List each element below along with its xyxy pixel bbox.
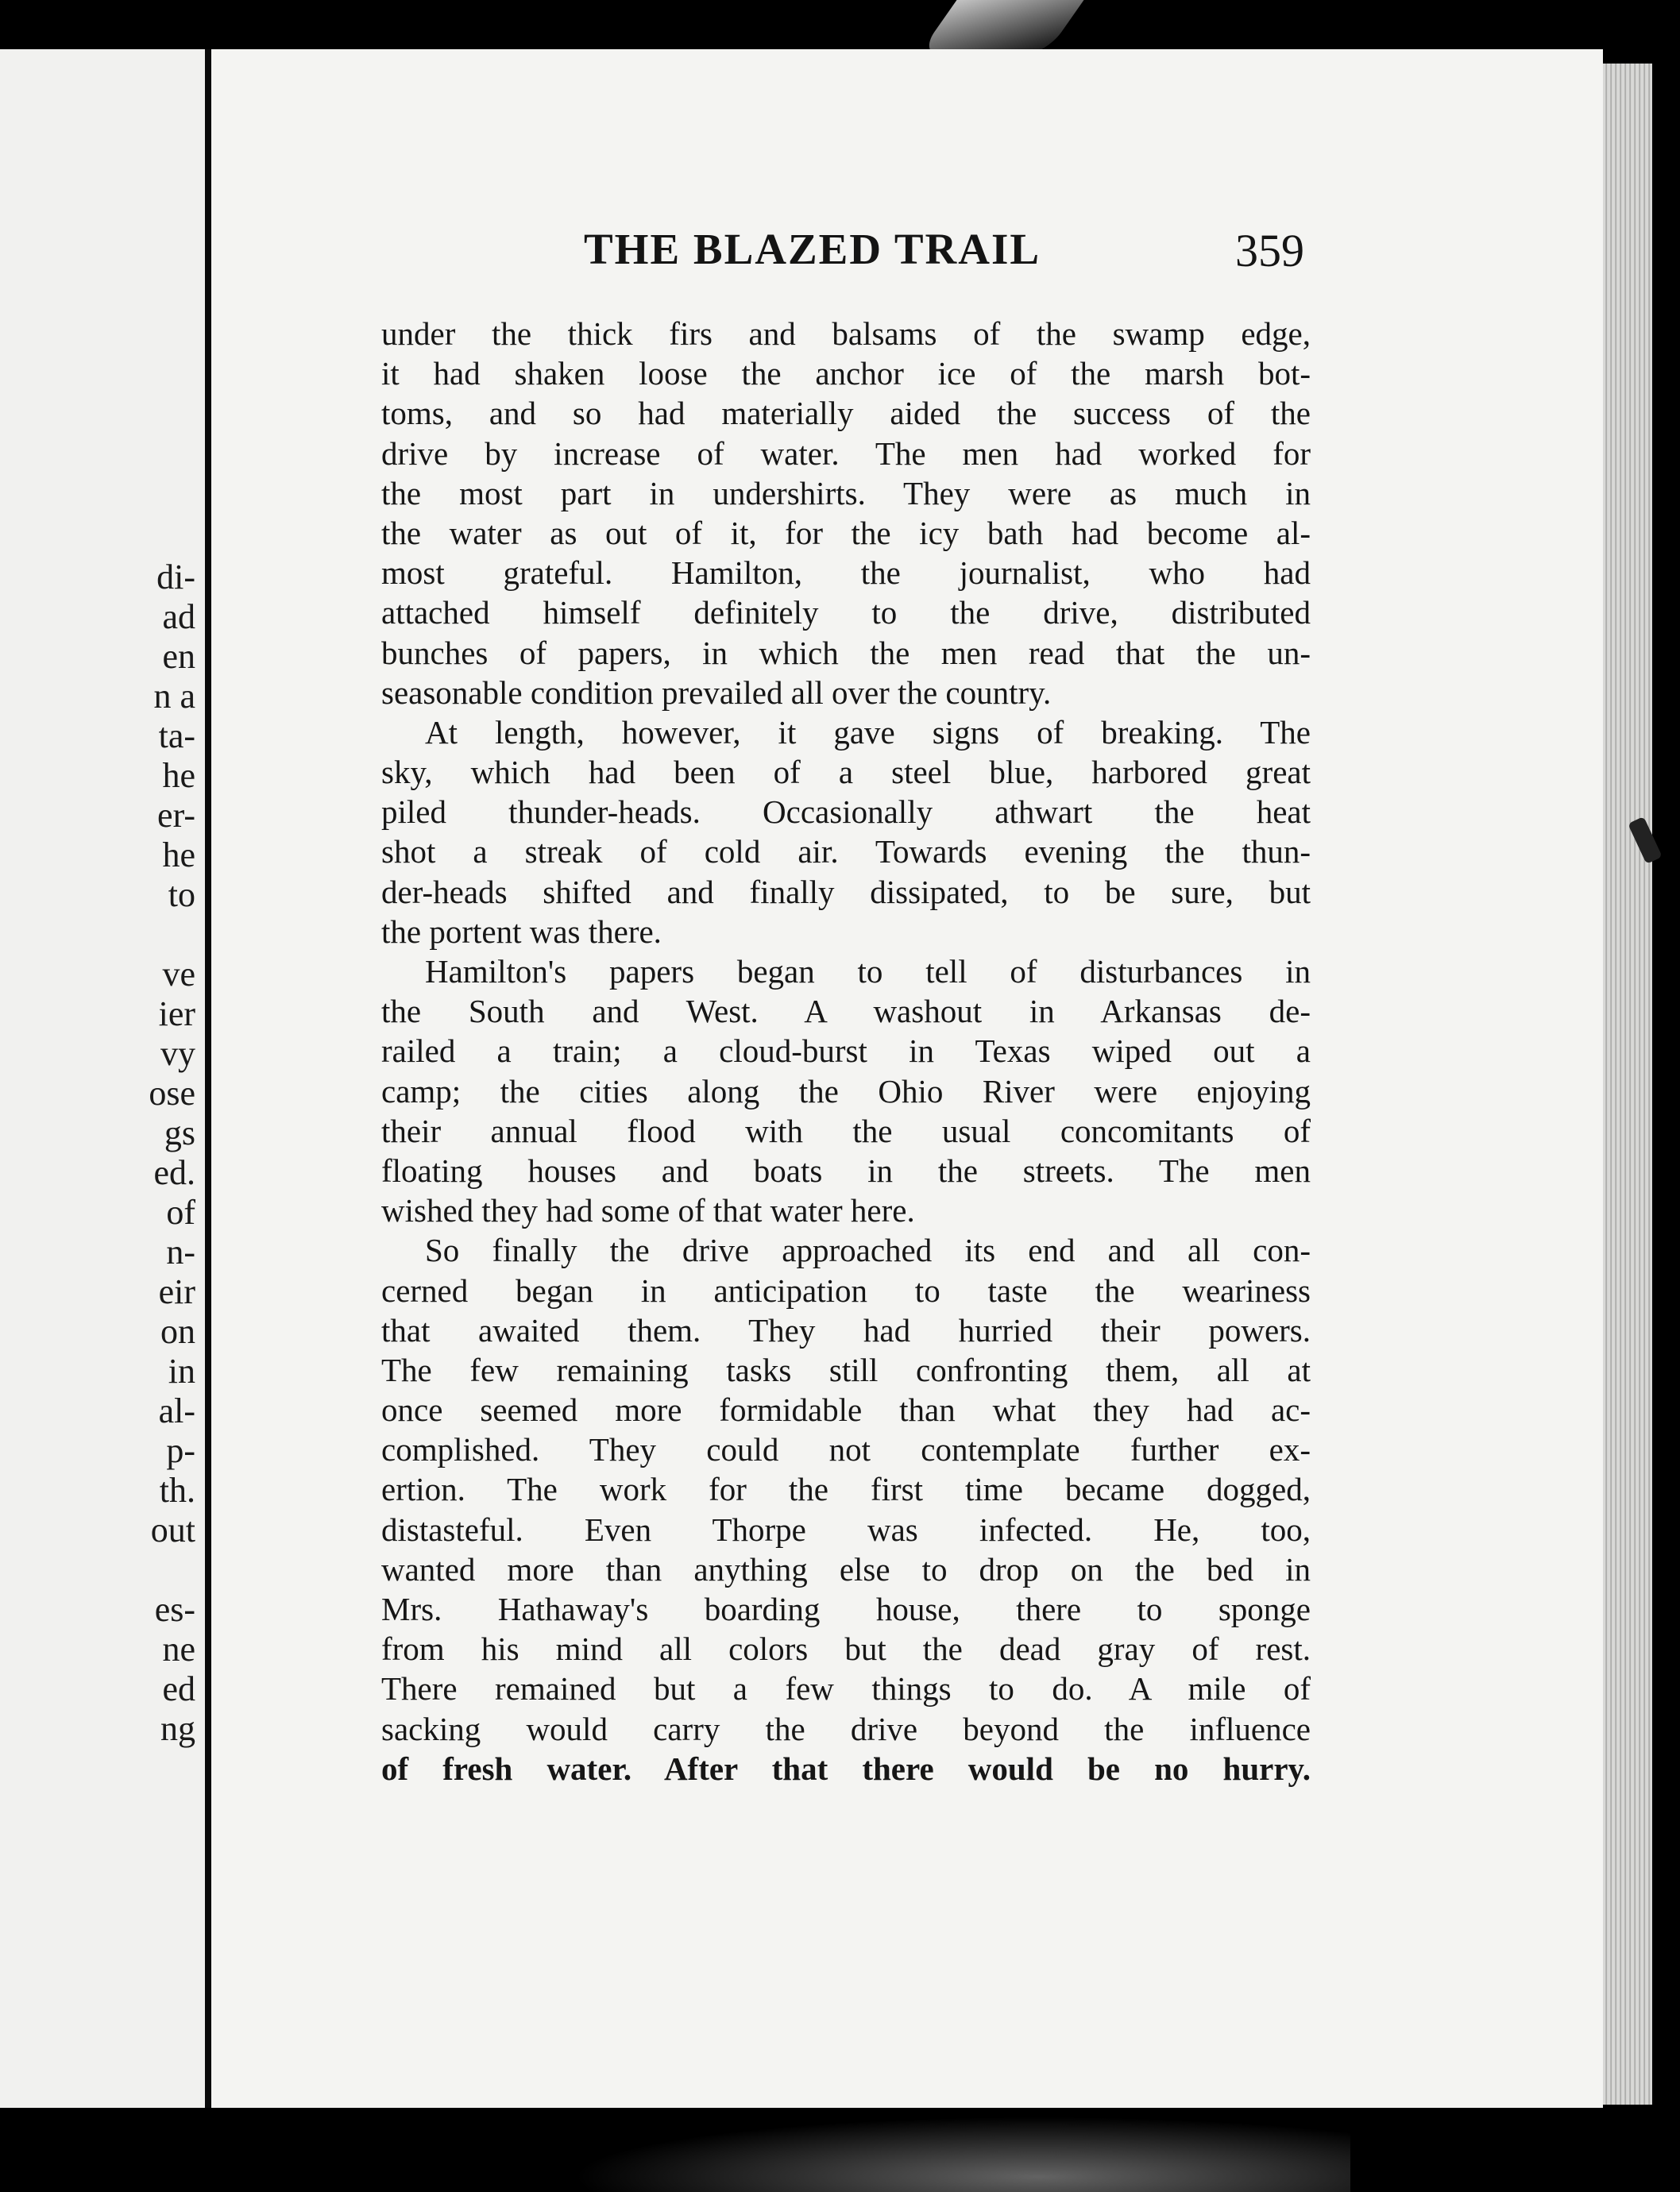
text-line: wanted more than anything else to drop on the bed in [381,1550,1311,1588]
left-page-text: p- [166,1431,195,1470]
left-page-text: er- [157,796,195,835]
left-page-text: th. [159,1471,195,1510]
left-page-text: ad [162,597,195,636]
text-line: distasteful. Even Thorpe was infected. He, too, [381,1511,1311,1548]
text-line: railed a train; a cloud-burst in Texas wiped out a [381,1032,1311,1070]
text-line: Mrs. Hathaway's boarding house, there to sponge [381,1591,1311,1627]
left-page-text: gs [164,1113,195,1152]
page-number: 359 [1235,225,1304,276]
left-page-text: ed. [153,1153,195,1192]
paragraph-start: At length, however, it gave signs of breaking. The [425,713,1311,751]
text-line: the most part in undershirts. They were as much in [381,474,1311,511]
left-page-text: ve [162,955,195,994]
text-line: the portent was there. [381,913,662,950]
left-page-text: n a [153,677,195,716]
left-page-text: in [168,1352,195,1391]
left-page-text: on [160,1312,195,1351]
text-line: that awaited them. They had hurried their powers. [381,1311,1311,1349]
running-head: THE BLAZED TRAIL [584,225,1041,273]
text-line: shot a streak of cold air. Towards evening the thun- [381,833,1311,870]
text-line: ertion. The work for the first time became dogged, [381,1471,1311,1508]
text-line: seasonable condition prevailed all over the country. [381,673,1052,711]
left-page-text: ed [162,1669,195,1708]
text-line: The few remaining tasks still confronting them, all at [381,1351,1311,1388]
paragraph-start: Hamilton's papers began to tell of disturbances in [425,953,1311,990]
text-line: toms, and so had materially aided the success of the [381,395,1311,432]
film-smudge-top [917,0,1083,56]
left-page-fragment [0,49,205,2108]
left-page-text: he [162,756,195,795]
text-line: once seemed more formidable than what they had ac- [381,1391,1311,1429]
text-line: the South and West. A washout in Arkansas de- [381,993,1311,1030]
text-line: der-heads shifted and finally dissipated, to be sure, but [381,873,1311,910]
left-page-text: to [168,875,195,914]
left-page-text: he [162,836,195,874]
text-line: sacking would carry the drive beyond the influence [381,1710,1311,1747]
text-line: drive by increase of water. The men had worked for [381,434,1311,472]
left-page-text: ne [162,1630,195,1669]
left-page-text: ier [158,994,195,1033]
left-page-text: ta- [158,716,195,755]
text-line: from his mind all colors but the dead gray of rest. [381,1630,1311,1668]
book-gutter [205,49,211,2108]
text-line: their annual flood with the usual concomitants of [381,1112,1311,1149]
text-line: sky, which had been of a steel blue, harbored great [381,754,1311,791]
text-line: under the thick firs and balsams of the swamp edge, [381,315,1311,352]
left-page-text: di- [156,558,195,596]
text-line: bunches of papers, in which the men read that the un- [381,634,1311,671]
text-line: camp; the cities along the Ohio River were enjoying [381,1072,1311,1110]
left-page-text: of [166,1193,195,1232]
text-line: floating houses and boats in the streets. The men [381,1152,1311,1189]
paragraph-start: So finally the drive approached its end and all con- [425,1232,1311,1269]
page-edges [1603,64,1652,2105]
left-page-text: ose [149,1074,195,1113]
text-line: There remained but a few things to do. A mile of [381,1670,1311,1708]
text-line: most grateful. Hamilton, the journalist, who had [381,554,1311,592]
text-line: attached himself definitely to the drive, distributed [381,594,1311,631]
left-page-text: out [150,1511,195,1549]
left-page-text: al- [158,1391,195,1430]
text-line: wished they had some of that water here. [381,1192,915,1229]
text-line: of fresh water. After that there would be no hurry. [381,1750,1311,1787]
body-text [381,314,1311,1789]
text-line: complished. They could not contemplate further ex- [381,1431,1311,1468]
text-line: the water as out of it, for the icy bath had become al- [381,514,1311,551]
text-line: piled thunder-heads. Occasionally athwart the heat [381,793,1311,831]
left-page-text: ng [160,1709,195,1748]
left-page-text: n- [166,1233,195,1272]
text-line: it had shaken loose the anchor ice of the marsh bot- [381,355,1311,392]
film-smudge-bottom [572,2117,1350,2192]
left-page-text: es- [154,1590,195,1629]
left-page-text: eir [158,1272,195,1311]
text-line: cerned began in anticipation to taste the weariness [381,1272,1311,1309]
left-page-text: en [162,637,195,676]
left-page-text: vy [160,1034,195,1073]
